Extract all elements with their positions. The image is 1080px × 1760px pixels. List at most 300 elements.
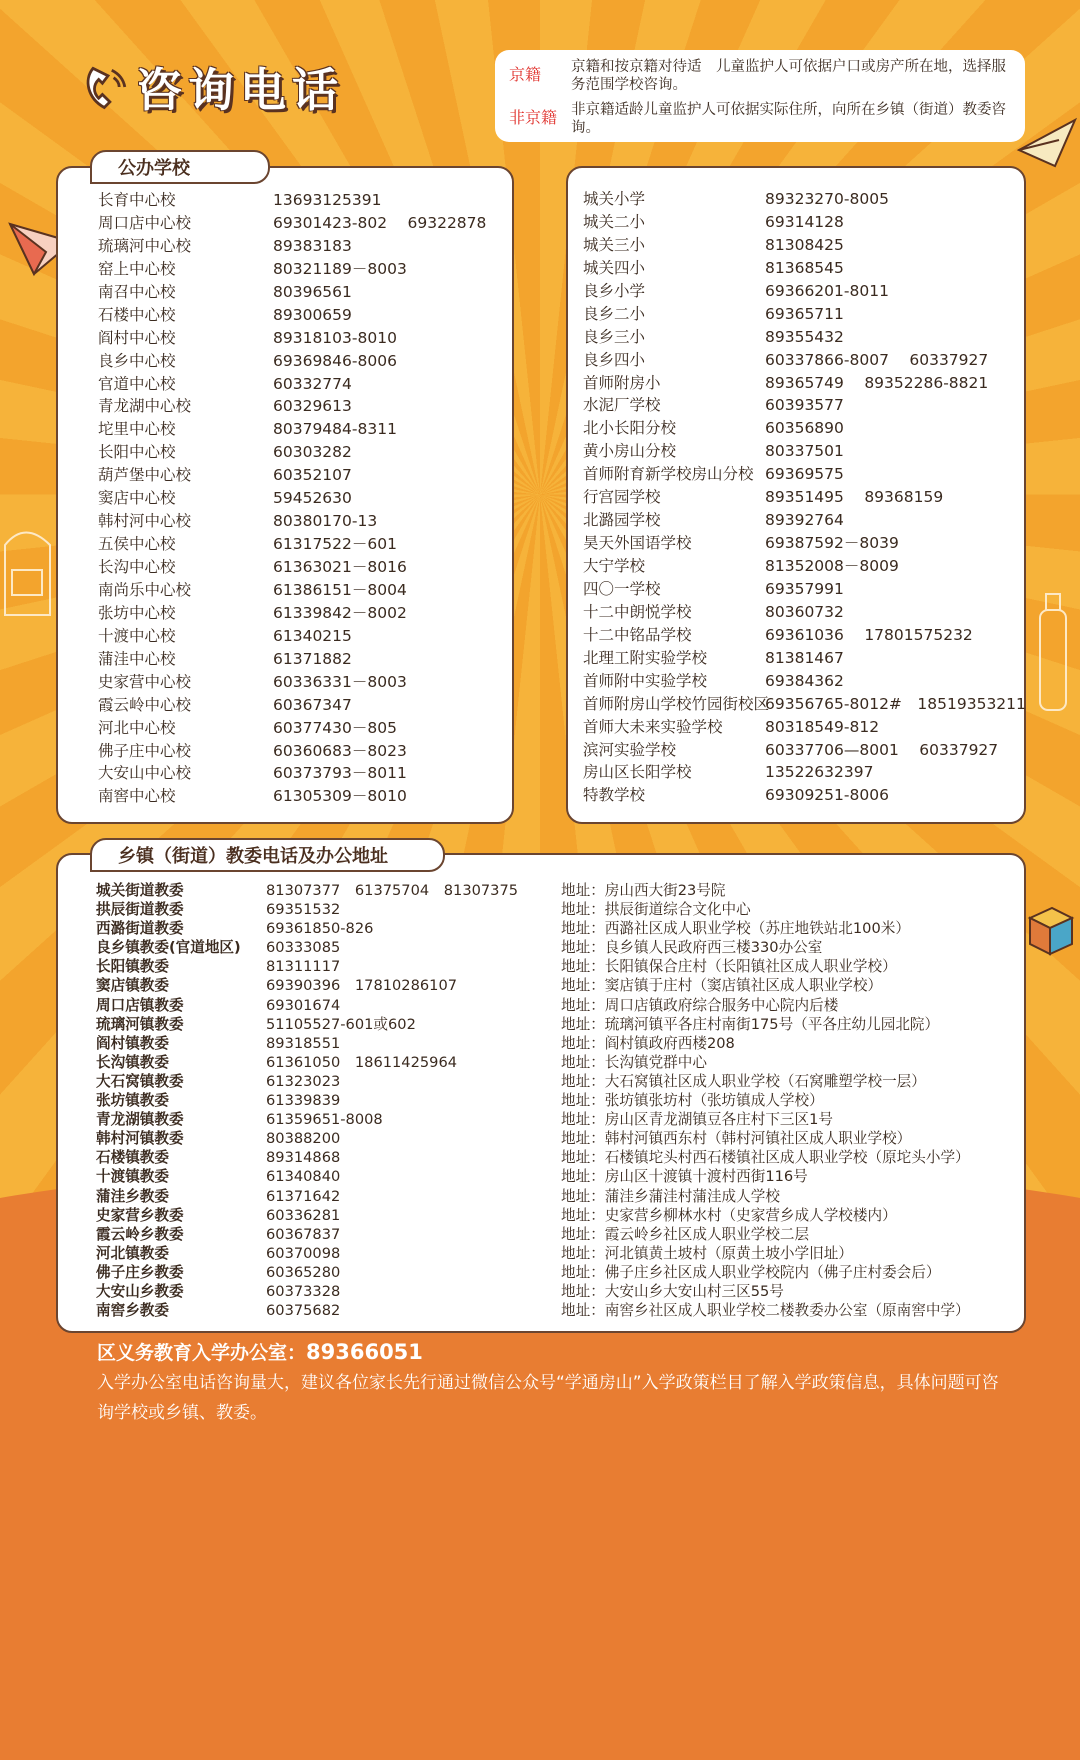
school-row: [98, 579, 503, 602]
address-text: 石楼镇坨头村西石楼镇社区成人职业学校（原坨头小学）: [604, 1149, 970, 1167]
school-phone: 69356765-8012# 18519353211: [765, 694, 1026, 713]
school-row: [98, 717, 503, 740]
bureau-address: [561, 919, 1011, 938]
school-phone: 69366201-8011: [765, 281, 889, 300]
school-phone: 60332774: [273, 374, 352, 393]
school-row: [583, 417, 1021, 440]
school-phone: 69387592－8039: [765, 534, 899, 553]
bureau-address: [561, 1148, 1011, 1167]
school-phone: 69301423-802 69322878: [273, 213, 487, 232]
school-name: 周口店中心校: [98, 213, 192, 232]
bureau-name: 张坊镇教委: [96, 1092, 169, 1110]
bureau-row: [96, 1129, 1011, 1148]
bureau-address: [561, 1053, 1011, 1072]
school-name: 昊天外国语学校: [583, 534, 692, 553]
school-row: [583, 601, 1021, 624]
bureau-phone: 61323023: [266, 1072, 341, 1090]
school-row: [98, 441, 503, 464]
address-text: 霞云岭乡社区成人职业学校二层: [604, 1225, 810, 1243]
school-row: [98, 510, 503, 533]
school-row: [583, 349, 1021, 372]
school-phone: 60352107: [273, 466, 352, 485]
school-phone: 60337706—8001 60337927: [765, 740, 999, 759]
school-row: [583, 372, 1021, 395]
bureau-row: [96, 1263, 1011, 1282]
school-name: 南窖中心校: [98, 787, 176, 806]
school-phone: 80318549-812: [765, 717, 880, 736]
address-text: 良乡镇人民政府西三楼330办公室: [604, 939, 823, 957]
office-phone: 89366051: [306, 1340, 423, 1364]
school-name: 张坊中心校: [98, 603, 176, 622]
school-name: 良乡小学: [583, 281, 646, 300]
title-text: 咨询电话: [136, 63, 344, 117]
bureau-row: [96, 976, 1011, 995]
school-row: [583, 784, 1021, 807]
bureau-row: [96, 1091, 1011, 1110]
bureau-address: [561, 1110, 1011, 1129]
school-phone: 60303282: [273, 443, 352, 462]
bureau-name: 霞云岭乡教委: [96, 1225, 184, 1243]
bureau-phone: 61340840: [266, 1168, 341, 1186]
school-row: [98, 464, 503, 487]
bureau-phone: 69361850-826: [266, 920, 374, 938]
school-phone: 61305309－8010: [273, 787, 407, 806]
bureau-name: 周口店镇教委: [96, 996, 184, 1014]
school-row: [98, 740, 503, 763]
school-row: [98, 533, 503, 556]
bureau-address: [561, 1129, 1011, 1148]
bureau-name: 十渡镇教委: [96, 1168, 169, 1186]
bureau-phone: 69301674: [266, 996, 341, 1014]
bureau-row: [96, 1167, 1011, 1186]
school-phone: 69369846-8006: [273, 351, 397, 370]
school-name: 房山区长阳学校: [583, 763, 692, 782]
school-phone: 89323270-8005: [765, 190, 889, 208]
school-phone: 81352008－8009: [765, 557, 899, 575]
school-row: [583, 234, 1021, 257]
bureau-row: [96, 1148, 1011, 1167]
school-name: 长沟中心校: [98, 558, 176, 576]
bureau-address: [561, 1225, 1011, 1244]
bureau-phone: 80388200: [266, 1130, 341, 1148]
address-text: 长阳镇保合庄村（长阳镇社区成人职业学校）: [604, 958, 897, 976]
bureau-phone: 60375682: [266, 1302, 341, 1320]
school-phone: 59452630: [273, 489, 352, 508]
address-prefix: 地址：: [561, 901, 605, 919]
school-phone: 69369575: [765, 465, 844, 484]
notice-beijing: [509, 58, 1013, 94]
bureau-address: [561, 957, 1011, 976]
bureau-address: [561, 1301, 1011, 1320]
school-name: 良乡四小: [583, 350, 646, 369]
address-prefix: 地址：: [561, 996, 605, 1014]
school-row: [98, 212, 503, 235]
school-phone: 60336331－8003: [273, 672, 407, 691]
school-phone: 60329613: [273, 397, 352, 416]
address-text: 房山区青龙湖镇豆各庄村下三区1号: [604, 1111, 833, 1129]
school-row: [98, 762, 503, 785]
bureau-phone: 81311117: [266, 958, 341, 976]
school-row: [583, 647, 1021, 670]
school-phone: 60377430－805: [273, 718, 397, 737]
address-prefix: 地址：: [561, 1263, 605, 1281]
school-name: 首师附中实验学校: [583, 671, 708, 690]
bureau-phone: 60373328: [266, 1282, 341, 1300]
bureau-row: [96, 1034, 1011, 1053]
school-name: 韩村河中心校: [98, 512, 192, 531]
bureau-name: 大安山乡教委: [96, 1282, 184, 1300]
school-phone: 80337501: [765, 442, 844, 461]
school-phone: 61363021－8016: [273, 558, 407, 576]
bureau-address: [561, 1167, 1011, 1186]
school-name: 北理工附实验学校: [583, 648, 708, 667]
school-row: [98, 785, 503, 808]
school-row: [98, 602, 503, 625]
school-row: [583, 211, 1021, 234]
school-phone: 80321189－8003: [273, 259, 407, 278]
address-text: 河北镇黄土坡村（原黄土坡小学旧址）: [604, 1244, 853, 1262]
bureau-name: 西潞街道教委: [96, 920, 184, 938]
school-row: [583, 624, 1021, 647]
bureau-row: [96, 1206, 1011, 1225]
address-text: 蒲洼乡蒲洼村蒲洼成人学校: [604, 1187, 780, 1205]
address-prefix: 地址：: [561, 920, 605, 938]
address-prefix: 地址：: [561, 882, 605, 899]
school-row: [583, 188, 1021, 211]
school-name: 行宫园学校: [583, 488, 661, 507]
bureau-row: [96, 1110, 1011, 1129]
address-text: 房山区十渡镇十渡村西街116号: [604, 1168, 808, 1186]
school-phone: 61371882: [273, 649, 352, 668]
school-name: 城关四小: [583, 258, 646, 277]
bureau-row: [96, 1244, 1011, 1263]
public-schools-title: 公办学校: [118, 158, 190, 179]
school-phone: 89355432: [765, 327, 844, 346]
address-prefix: 地址：: [561, 1149, 605, 1167]
school-row: [583, 716, 1021, 739]
school-name: 南尚乐中心校: [98, 580, 192, 599]
bureau-phone: 61339839: [266, 1092, 341, 1110]
school-phone: 89392764: [765, 511, 844, 530]
school-phone: 69361036 17801575232: [765, 625, 973, 644]
bureau-address: [561, 1187, 1011, 1206]
school-phone: 61340215: [273, 626, 352, 645]
school-row: [583, 280, 1021, 303]
school-row: [583, 486, 1021, 509]
school-name: 良乡二小: [583, 304, 646, 323]
office-label: 区义务教育入学办公室：: [97, 1342, 307, 1364]
notice-non-beijing: [509, 101, 1013, 137]
notice-text-beijing: 京籍和按京籍对待适 儿童监护人可依据户口或房产所在地，选择服务范围学校咨询。: [571, 59, 1006, 93]
address-prefix: 地址：: [561, 939, 605, 957]
school-row: [98, 395, 503, 418]
school-phone: 60356890: [765, 419, 844, 438]
bureau-phone: 61361050 18611425964: [266, 1053, 458, 1071]
bureau-row: [96, 1072, 1011, 1091]
bureau-name: 良乡镇教委(官道地区): [96, 939, 241, 957]
address-prefix: 地址：: [561, 1111, 605, 1129]
school-row: [98, 281, 503, 304]
school-name: 佛子庄中心校: [98, 741, 192, 760]
bureau-address: [561, 938, 1011, 957]
address-prefix: 地址：: [561, 1282, 605, 1300]
public-schools-left-list: [98, 189, 503, 808]
school-name: 首师附育新学校房山分校: [583, 465, 754, 484]
school-phone: 81381467: [765, 648, 844, 667]
page-title: [80, 52, 344, 122]
bureau-address: [561, 1244, 1011, 1263]
address-prefix: 地址：: [561, 1206, 605, 1224]
school-name: 史家营中心校: [98, 672, 192, 691]
school-row: [583, 463, 1021, 486]
school-row: [98, 304, 503, 327]
school-name: 滨河实验学校: [583, 740, 677, 759]
school-phone: 89365749 89352286-8821: [765, 373, 989, 392]
bureau-phone: 60336281: [266, 1206, 341, 1224]
address-text: 大安山乡大安山村三区55号: [604, 1282, 784, 1300]
school-name: 城关小学: [583, 190, 646, 208]
school-name: 窦店中心校: [98, 489, 176, 508]
school-phone: 69384362: [765, 671, 844, 690]
bureau-row: [96, 1282, 1011, 1301]
bureau-row: [96, 1015, 1011, 1034]
bureau-name: 长沟镇教委: [96, 1053, 169, 1071]
school-phone: 81368545: [765, 258, 844, 277]
address-prefix: 地址：: [561, 1225, 605, 1243]
school-row: [583, 578, 1021, 601]
public-schools-tab: [90, 150, 270, 184]
school-phone: 69357991: [765, 579, 844, 598]
bureau-row: [96, 996, 1011, 1015]
bureau-name: 佛子庄乡教委: [96, 1263, 184, 1281]
address-text: 拱辰街道综合文化中心: [604, 901, 751, 919]
bureau-phone: 61359651-8008: [266, 1111, 383, 1129]
address-text: 房山西大街23号院: [604, 882, 726, 899]
school-name: 长育中心校: [98, 191, 176, 209]
school-name: 首师大未来实验学校: [583, 717, 723, 736]
school-row: [583, 440, 1021, 463]
address-text: 韩村河镇西东村（韩村河镇社区成人职业学校）: [604, 1130, 912, 1148]
school-row: [583, 693, 1026, 716]
bureau-address: [561, 1206, 1011, 1225]
address-prefix: 地址：: [561, 1072, 605, 1090]
school-phone: 69314128: [765, 212, 844, 231]
bureau-name: 石楼镇教委: [96, 1149, 169, 1167]
bureau-phone: 61371642: [266, 1187, 341, 1205]
address-prefix: 地址：: [561, 958, 605, 976]
school-row: [98, 373, 503, 396]
school-phone: 60367347: [273, 695, 352, 714]
school-phone: 61386151－8004: [273, 580, 407, 599]
bureau-name: 韩村河镇教委: [96, 1130, 184, 1148]
school-name: 良乡中心校: [98, 351, 176, 370]
address-prefix: 地址：: [561, 1168, 605, 1186]
school-phone: 89300659: [273, 305, 352, 324]
bureau-name: 史家营乡教委: [96, 1206, 184, 1224]
school-phone: 60337866-8007 60337927: [765, 350, 989, 369]
school-phone: 13522632397: [765, 763, 874, 782]
bureau-row: [96, 1053, 1011, 1072]
school-phone: 89318103-8010: [273, 328, 397, 347]
school-name: 大宁学校: [583, 557, 646, 575]
bureau-address: [561, 1282, 1011, 1301]
school-name: 五侯中心校: [98, 535, 176, 554]
bureau-address: [561, 1072, 1011, 1091]
school-row: [583, 761, 1021, 784]
school-row: [98, 556, 503, 579]
address-text: 琉璃河镇平各庄村南街175号（平各庄幼儿园北院）: [604, 1015, 940, 1033]
bureau-address: [561, 976, 1011, 995]
school-row: [98, 671, 503, 694]
notice-tag-beijing: 京籍: [509, 65, 542, 84]
school-phone: 61339842－8002: [273, 603, 407, 622]
school-name: 大安山中心校: [98, 764, 192, 783]
bureau-name: 长阳镇教委: [96, 958, 169, 976]
school-row: [98, 625, 503, 648]
bureau-name: 河北镇教委: [96, 1244, 169, 1262]
school-row: [583, 303, 1021, 326]
bureau-phone: 60333085: [266, 939, 341, 957]
school-name: 南召中心校: [98, 282, 176, 301]
school-name: 十二中朗悦学校: [583, 602, 692, 621]
bureau-row: [96, 881, 1011, 900]
school-name: 十二中铭品学校: [583, 625, 692, 644]
bureau-name: 拱辰街道教委: [96, 901, 184, 919]
bureau-title: 乡镇（街道）教委电话及办公地址: [118, 846, 388, 867]
school-phone: 60373793－8011: [273, 764, 407, 783]
school-row: [583, 670, 1021, 693]
school-row: [583, 257, 1021, 280]
school-row: [98, 418, 503, 441]
school-name: 阎村中心校: [98, 328, 176, 347]
bureau-name: 城关街道教委: [96, 882, 184, 899]
school-name: 城关二小: [583, 212, 646, 231]
school-phone: 89383183: [273, 236, 352, 255]
bureau-list: [96, 881, 1011, 1320]
bureau-name: 大石窝镇教委: [96, 1072, 184, 1090]
school-name: 四〇一学校: [583, 579, 661, 598]
address-text: 史家营乡柳林水村（史家营乡成人学校楼内）: [604, 1206, 897, 1224]
school-name: 长阳中心校: [98, 443, 176, 462]
bureau-phone: 51105527-601或602: [266, 1015, 416, 1033]
address-text: 窦店镇于庄村（窦店镇社区成人职业学校）: [604, 977, 883, 995]
school-phone: 60393577: [765, 396, 844, 415]
school-name: 北小长阳分校: [583, 419, 677, 438]
address-prefix: 地址：: [561, 1092, 605, 1110]
school-row: [583, 326, 1021, 349]
school-name: 河北中心校: [98, 718, 176, 737]
school-phone: 80396561: [273, 282, 352, 301]
school-name: 水泥厂学校: [583, 396, 661, 415]
address-prefix: 地址：: [561, 1015, 605, 1033]
school-phone: 13693125391: [273, 191, 382, 209]
school-phone: 81308425: [765, 235, 844, 254]
address-prefix: 地址：: [561, 1130, 605, 1148]
school-name: 坨里中心校: [98, 420, 176, 439]
school-phone: 80379484-8311: [273, 420, 397, 439]
footer-note: 入学办公室电话咨询量大，建议各位家长先行通过微信公众号“学通房山”入学政策栏目了解入学政策信息，具体问题可咨询学校或乡镇、教委。: [97, 1373, 999, 1423]
bureau-phone: 69390396 17810286107: [266, 977, 458, 995]
bureau-row: [96, 900, 1011, 919]
bureau-row: [96, 957, 1011, 976]
bureau-name: 窦店镇教委: [96, 977, 169, 995]
address-prefix: 地址：: [561, 1034, 605, 1052]
school-name: 石楼中心校: [98, 305, 176, 324]
school-row: [98, 648, 503, 671]
bureau-row: [96, 1225, 1011, 1244]
address-text: 佛子庄乡社区成人职业学校院内（佛子庄村委会后）: [604, 1263, 941, 1281]
school-name: 良乡三小: [583, 327, 646, 346]
school-name: 琉璃河中心校: [98, 236, 192, 255]
school-name: 特教学校: [583, 786, 646, 805]
school-row: [98, 235, 503, 258]
school-name: 窑上中心校: [98, 259, 176, 278]
address-text: 西潞社区成人职业学校（苏庄地铁站北100米）: [604, 920, 910, 938]
school-row: [98, 327, 503, 350]
school-phone: 80360732: [765, 602, 844, 621]
address-text: 南窖乡社区成人职业学校二楼教委办公室（原南窖中学）: [604, 1302, 970, 1320]
bureau-name: 蒲洼乡教委: [96, 1187, 169, 1205]
school-row: [583, 739, 1021, 762]
school-name: 北潞园学校: [583, 511, 661, 530]
school-row: [583, 394, 1021, 417]
bureau-address: [561, 996, 1011, 1015]
school-name: 青龙湖中心校: [98, 397, 192, 416]
school-row: [98, 487, 503, 510]
bureau-phone: 60365280: [266, 1263, 341, 1281]
address-prefix: 地址：: [561, 1053, 605, 1071]
school-name: 黄小房山分校: [583, 442, 677, 461]
bureau-name: 南窖乡教委: [96, 1302, 169, 1320]
address-prefix: 地址：: [561, 977, 605, 995]
address-text: 大石窝镇社区成人职业学校（石窝雕塑学校一层）: [604, 1072, 926, 1090]
residency-notice: [495, 50, 1025, 142]
bureau-row: [96, 938, 1011, 957]
bureau-phone: 89318551: [266, 1034, 341, 1052]
school-row: [98, 350, 503, 373]
bottle-sketch-icon: [1028, 590, 1078, 720]
bureau-row: [96, 919, 1011, 938]
school-name: 首师附房山学校竹园街校区: [583, 694, 770, 713]
school-row: [98, 694, 503, 717]
notice-tag-non-beijing: 非京籍: [509, 108, 558, 127]
bureau-phone: 60370098: [266, 1244, 341, 1262]
address-text: 长沟镇党群中心: [604, 1053, 707, 1071]
school-phone: 69309251-8006: [765, 786, 889, 805]
school-name: 官道中心校: [98, 374, 176, 393]
bureau-name: 琉璃河镇教委: [96, 1015, 184, 1033]
address-text: 张坊镇张坊村（张坊镇成人学校）: [604, 1092, 824, 1110]
address-prefix: 地址：: [561, 1302, 605, 1320]
school-row: [583, 555, 1021, 578]
backpack-sketch-icon: [0, 515, 55, 625]
cube-icon: [1022, 900, 1077, 960]
address-text: 阎村镇政府西楼208: [604, 1034, 735, 1052]
bureau-name: 阎村镇教委: [96, 1034, 169, 1052]
school-row: [583, 532, 1021, 555]
bureau-row: [96, 1301, 1011, 1320]
school-row: [98, 189, 503, 212]
school-phone: 61317522－601: [273, 535, 397, 554]
school-name: 十渡中心校: [98, 626, 176, 645]
notice-text-non-beijing: 非京籍适龄儿童监护人可依据实际住所，向所在乡镇（街道）教委咨询。: [571, 102, 1006, 136]
school-row: [583, 509, 1021, 532]
public-schools-right-list: [583, 188, 1026, 807]
address-text: 周口店镇政府综合服务中心院内后楼: [604, 996, 839, 1014]
school-phone: 89351495 89368159: [765, 488, 944, 507]
school-phone: 80380170-13: [273, 512, 378, 531]
school-name: 蒲洼中心校: [98, 649, 176, 668]
